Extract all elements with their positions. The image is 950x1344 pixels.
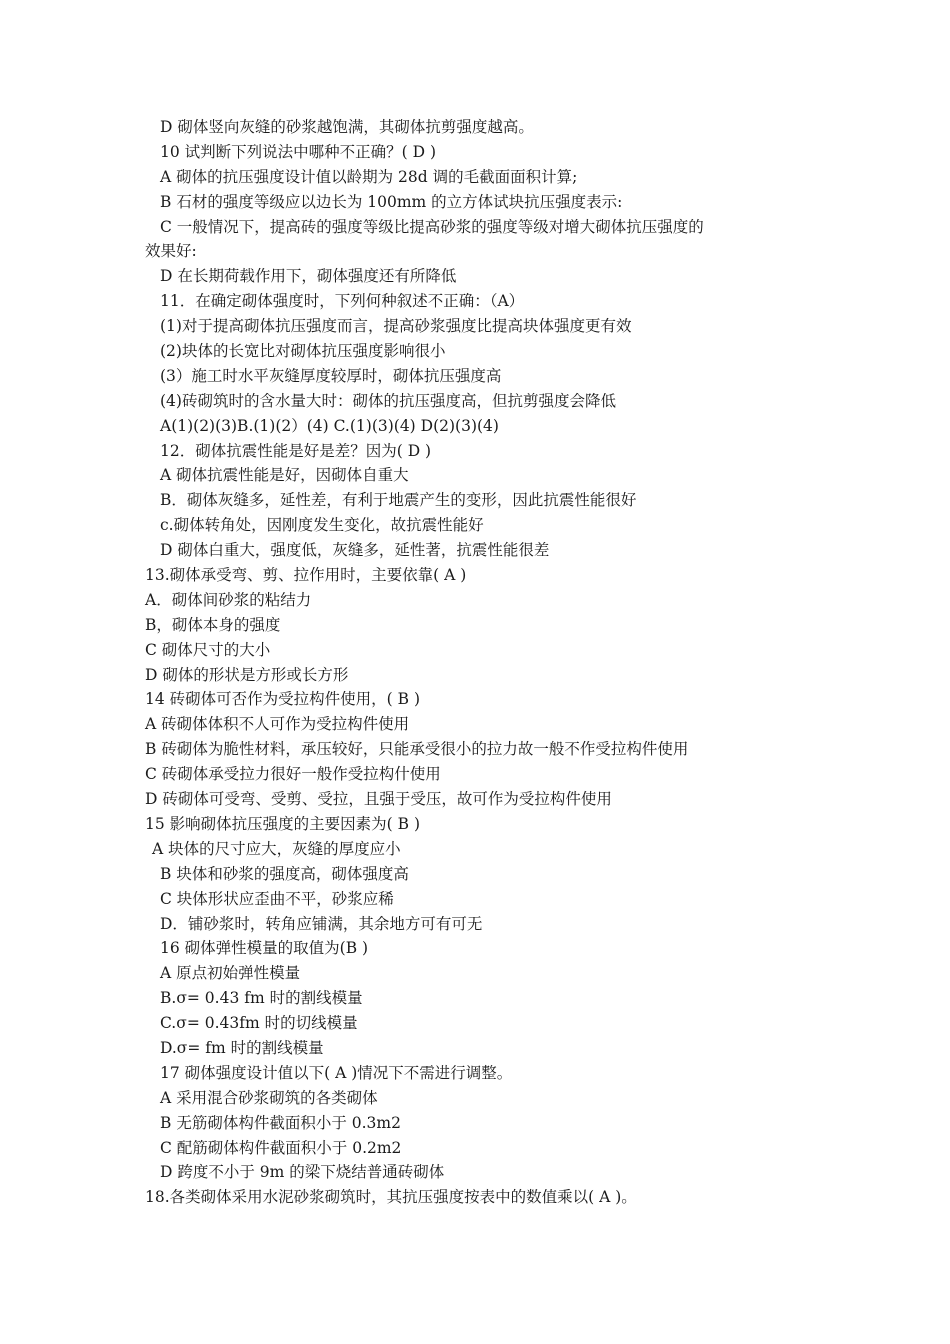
text-line: A 块体的尺寸应大，灰缝的厚度应小 <box>152 839 401 858</box>
text-line: A 砖砌体体积不人可作为受拉构件使用 <box>145 715 410 734</box>
text-line: D 砌体白重大，强度低，灰缝多，延性著，抗震性能很差 <box>160 541 550 560</box>
text-line: 效果好: <box>145 242 197 261</box>
text-line: C 砖砌体承受拉力很好一般作受拉构什使用 <box>145 765 441 784</box>
text-line: B．砌体灰缝多，延性差，有利于地震产生的变形，因此抗震性能很好 <box>160 491 637 510</box>
text-line: A 原点初始弹性模量 <box>160 964 301 983</box>
text-line: D 在长期荷载作用下，砌体强度还有所降低 <box>160 267 457 286</box>
text-line: 17 砌体强度设计值以下( A )情况下不需进行调整。 <box>160 1063 513 1082</box>
text-line: (4)砖砌筑时的含水量大时：砌体的抗压强度高，但抗剪强度会降低 <box>160 391 616 410</box>
text-line: 10 试判断下列说法中哪种不正确？( D ) <box>160 142 437 161</box>
text-line: B 石材的强度等级应以边长为 100mm 的立方体试块抗压强度表示: <box>160 192 623 211</box>
text-line: A．砌体间砂浆的粘结力 <box>145 590 312 609</box>
text-line: D 砌体竖向灰缝的砂浆越饱满，其砌体抗剪强度越高。 <box>160 118 534 136</box>
text-line: 13.砌体承受弯、剪、拉作用时，主要依靠( A ) <box>145 566 467 585</box>
text-line: B 块体和砂浆的强度高，砌体强度高 <box>160 864 409 883</box>
text-line: D．铺砂浆时，转角应铺满，其余地方可有可无 <box>160 914 483 933</box>
text-line: (3）施工时水平灰缝厚度较厚时，砌体抗压强度高 <box>160 366 502 385</box>
text-line: 12．砌体抗震性能是好是差？因为( D ) <box>160 441 432 460</box>
text-line: C.σ= 0.43fm 时的切线模量 <box>160 1014 358 1033</box>
text-line: D 砖砌体可受弯、受剪、受拉，且强于受压，故可作为受拉构件使用 <box>145 790 612 809</box>
text-line: 15 影响砌体抗压强度的主要因素为( B ) <box>145 814 420 833</box>
text-line: D 跨度不小于 9m 的梁下烧结普通砖砌体 <box>160 1163 445 1182</box>
text-line: (2)块体的长宽比对砌体抗压强度影响很小 <box>160 342 446 361</box>
text-line: 18.各类砌体采用水泥砂浆砌筑时，其抗压强度按表中的数值乘以( A )。 <box>145 1188 637 1207</box>
text-line: C 配筋砌体构件截面积小于 0.2m2 <box>160 1138 402 1157</box>
text-line: 16 砌体弹性模量的取值为(B ) <box>160 939 369 958</box>
text-line: 11．在确定砌体强度时，下列何种叙述不正确：（A） <box>160 292 525 311</box>
text-line: A 砌体抗震性能是好，因砌体自重大 <box>160 466 409 485</box>
text-line: D 砌体的形状是方形或长方形 <box>145 665 349 684</box>
text-line: B 无筋砌体构件截面积小于 0.3m2 <box>160 1113 401 1132</box>
text-line: A 砌体的抗压强度设计值以龄期为 28d 调的毛截面面积计算; <box>160 167 578 186</box>
text-line: B，砌体本身的强度 <box>145 615 281 634</box>
text-line: C 一般情况下，提高砖的强度等级比提高砂浆的强度等级对增大砌体抗压强度的 <box>160 217 704 236</box>
document-body <box>0 115 950 1210</box>
text-line: c.砌体转角处，因刚度发生变化，故抗震性能好 <box>160 516 484 535</box>
text-line: (1)对于提高砌体抗压强度而言，提高砂浆强度比提高块体强度更有效 <box>160 317 632 336</box>
text-line: A(1)(2)(3)B.(1)(2）(4) C.(1)(3)(4) D(2)(3)(4) <box>160 416 499 435</box>
text-line: 14 砖砌体可否作为受拉构件使用，( B ) <box>145 690 420 709</box>
text-line: B 砖砌体为脆性材料，承压较好，只能承受很小的拉力故一般不作受拉构件使用 <box>145 740 689 759</box>
text-line: C 块体形状应歪曲不平，砂浆应稀 <box>160 889 394 908</box>
text-line: A 采用混合砂浆砌筑的各类砌体 <box>160 1088 378 1107</box>
text-line: C 砌体尺寸的大小 <box>145 640 271 659</box>
text-line: B.σ= 0.43 fm 时的割线模量 <box>160 989 363 1008</box>
text-line: D.σ= fm 时的割线模量 <box>160 1038 324 1057</box>
